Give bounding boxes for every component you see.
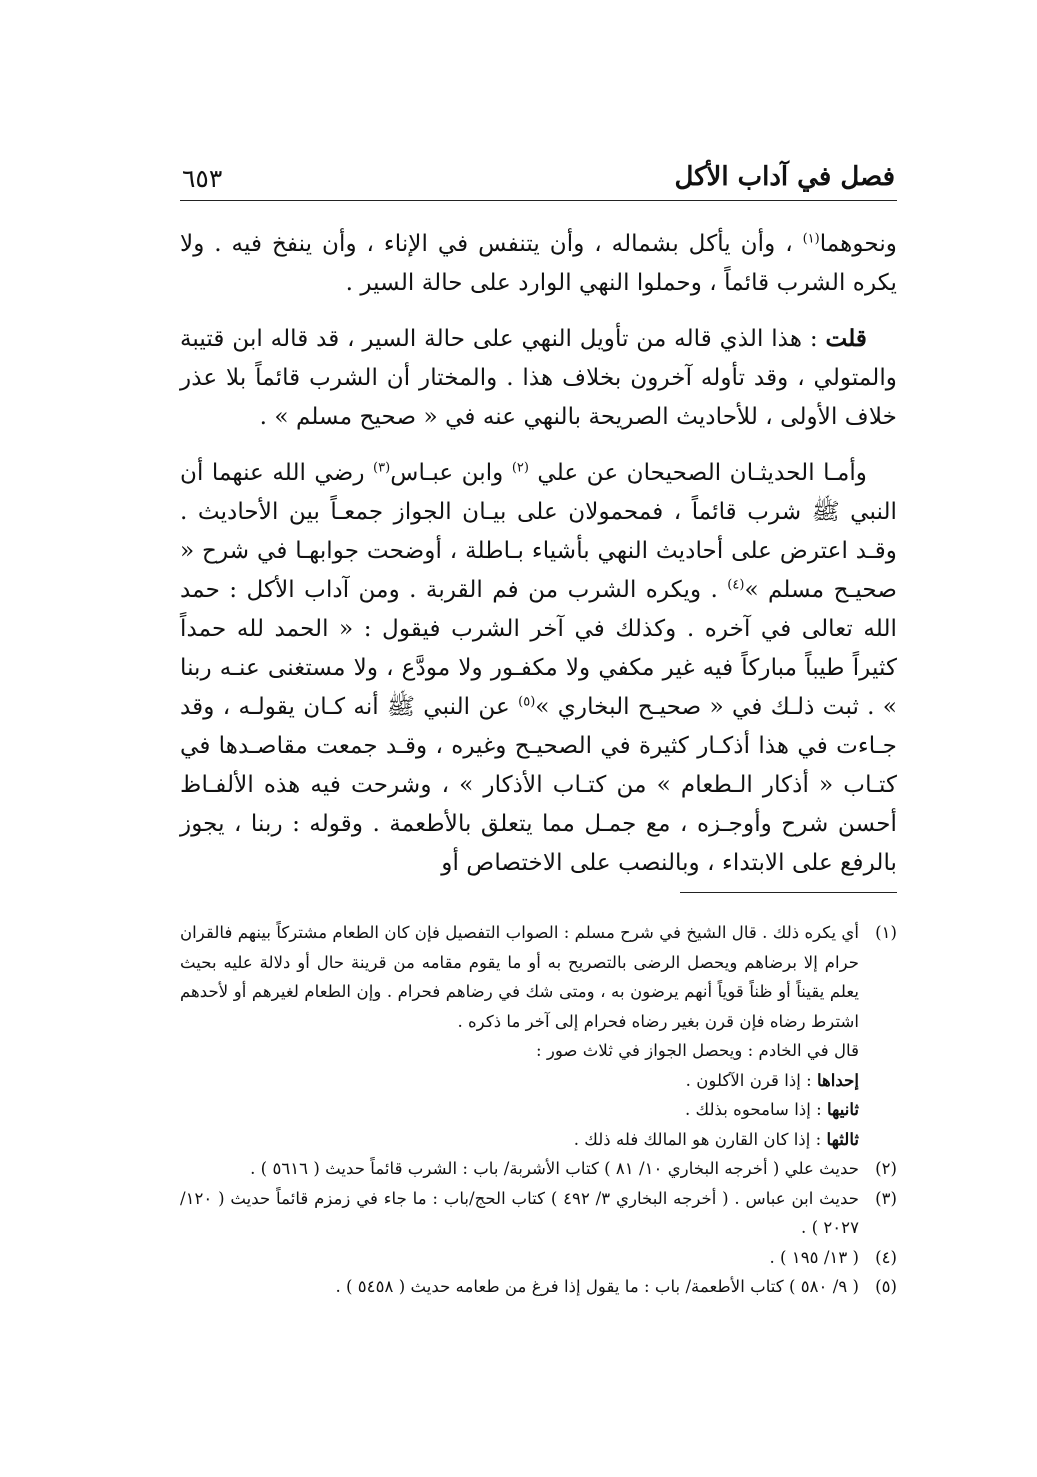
footnote-number: (٢) — [875, 1159, 897, 1178]
footnote-subline — [180, 1036, 859, 1066]
footnote-3 — [180, 1184, 897, 1243]
footnote-2 — [180, 1154, 897, 1184]
footnote-number: (٥) — [875, 1277, 897, 1296]
text-run: رضي الله عنهما أن النبي ﷺ شرب قائماً ، فمحمولان على بيـان الجواز جمعـاً بين الأحاديث . وقـد اعترض على أحاديث النهي بأشياء بـاطلة ، أوضحت جوابهـا في شرح « صحيـح مسلم » — [180, 459, 898, 603]
footnote-number: (٤) — [875, 1247, 897, 1267]
text-run: ، وأن يأكل بشماله ، وأن يتنفس في الإناء ، وأن ينفخ فيه . ولا يكره الشرب قائماً ، وحملوا النهي الوارد على حالة السير . — [180, 230, 897, 296]
paragraph-3 — [180, 453, 897, 882]
footnote-subline — [180, 1095, 859, 1125]
footnotes — [180, 918, 897, 1302]
paragraph-2 — [180, 319, 897, 436]
footnote-ref-5: (٥) — [518, 694, 536, 710]
footnote-1 — [180, 918, 897, 1154]
subline-text: : إذا قرن الآكلون . — [685, 1070, 817, 1090]
footnote-ref-1: (١) — [802, 231, 820, 247]
text-run: : هذا الذي قاله من تأويل النهي على حالة السير ، قد قاله ابن قتيبة والمتولي ، وقد تأوله آخرون بخلاف هذا . والمختار أن الشرب قائماً بلا عذر خلاف الأولى ، للأحاديث الصريحة بالنهي عنه في « صحيح مسلم » . — [180, 325, 897, 430]
footnote-ref-3: (٣) — [373, 460, 391, 476]
text-run: وابن عبـاس — [390, 459, 512, 486]
footnote-subline — [180, 1066, 859, 1096]
subline-lead: ثالثها — [826, 1128, 859, 1149]
footnote-text: حديث علي ( أخرجه البخاري ١٠/ ٨١ ) كتاب الأشربة/ باب : الشرب قائماً حديث ( ٥٦١٦ ) . — [250, 1159, 859, 1178]
footnote-4 — [180, 1243, 897, 1273]
footnote-text: أي يكره ذلك . قال الشيخ في شرح مسلم : الصواب التفصيل فإن كان الطعام مشتركاً بينهم فالقران حرام إلا برضاهم ويحصل الرضى بالتصريح به أو ما يقوم مقامه من قرينة حال أو دلالة عليه بحيث يعلم يقيناً أو ظناً قوياً أنهم يرضون به ، ومتى شك في رضاهم فحرام . وإن الطعام لغيرهم أو لأحدهم اشترط رضاه فإن قرن بغير رضاه فحرام إلى آخر ما ذكره . — [180, 923, 859, 1031]
text-run: ونحوهما — [819, 230, 897, 257]
footnote-ref-4: (٤) — [727, 577, 745, 593]
text-run: . ويكره الشرب من فم القربة . ومن آداب الأكل : حمد الله تعالى في آخره . وكذلك في آخر الشرب فيقول : « الحمد لله حمداً كثيراً طيباً مباركاً فيه غير مكفي ولا مكفـور ولا مودَّع ، ولا مستغنى عنـه ربنا » . ثبت ذلـك في « صحيـح البخاري » — [180, 576, 897, 720]
footnote-text: ( ١٣/ ١٩٥ ) . — [769, 1247, 859, 1267]
footnote-separator — [680, 892, 897, 893]
footnote-number: (١) — [875, 923, 897, 942]
main-text — [180, 224, 897, 899]
text-run: عن النبي ﷺ أنه كـان يقولـه ، وقد جـاءت في هذا أذكـار كثيرة في الصحيـح وغيره ، وقـد جمعت مقاصـدها في كتـاب « أذكار الـطعام » من كتـاب الأذكار » ، وشرحت فيه هذه الألفـاظ أحسن شرح وأوجـزه ، مع جمـل مما يتعلق بالأطعمة . وقوله : ربنا ، يجوز بالرفع على الابتداء ، وبالنصب على الاختصاص أو — [180, 693, 897, 876]
footnote-ref-2: (٢) — [511, 460, 529, 476]
footnote-number: (٣) — [875, 1188, 897, 1208]
subline-text: : إذا سامحوه بذلك . — [684, 1100, 827, 1119]
running-header — [180, 150, 897, 201]
chapter-title: فصل في آداب الأكل — [674, 162, 895, 192]
footnote-subline — [180, 1125, 859, 1155]
page-number: ٦٥٣ — [182, 164, 223, 193]
footnote-5 — [180, 1272, 897, 1302]
paragraph-lead: قلت — [825, 325, 867, 352]
paragraph-1 — [180, 224, 897, 302]
subline-text: : إذا كان القارن هو المالك فله ذلك . — [573, 1129, 827, 1149]
text-run: وأمـا الحديثـان الصحيحان عن علي — [528, 459, 868, 486]
footnote-text: حديث ابن عباس . ( أخرجه البخاري ٣/ ٤٩٢ ) كتاب الحج/باب : ما جاء في زمزم قائماً حديث ( ١٢٠/ ٢٠٢٧ ) . — [180, 1188, 859, 1237]
subline-lead: ثانيها — [826, 1099, 859, 1119]
subline-text: قال في الخادم : ويحصل الجواز في ثلاث صور : — [535, 1041, 859, 1060]
subline-lead: إحداها — [817, 1069, 859, 1090]
footnote-text: ( ٩/ ٥٨٠ ) كتاب الأطعمة/ باب : ما يقول إذا فرغ من طعامه حديث ( ٥٤٥٨ ) . — [335, 1277, 859, 1296]
